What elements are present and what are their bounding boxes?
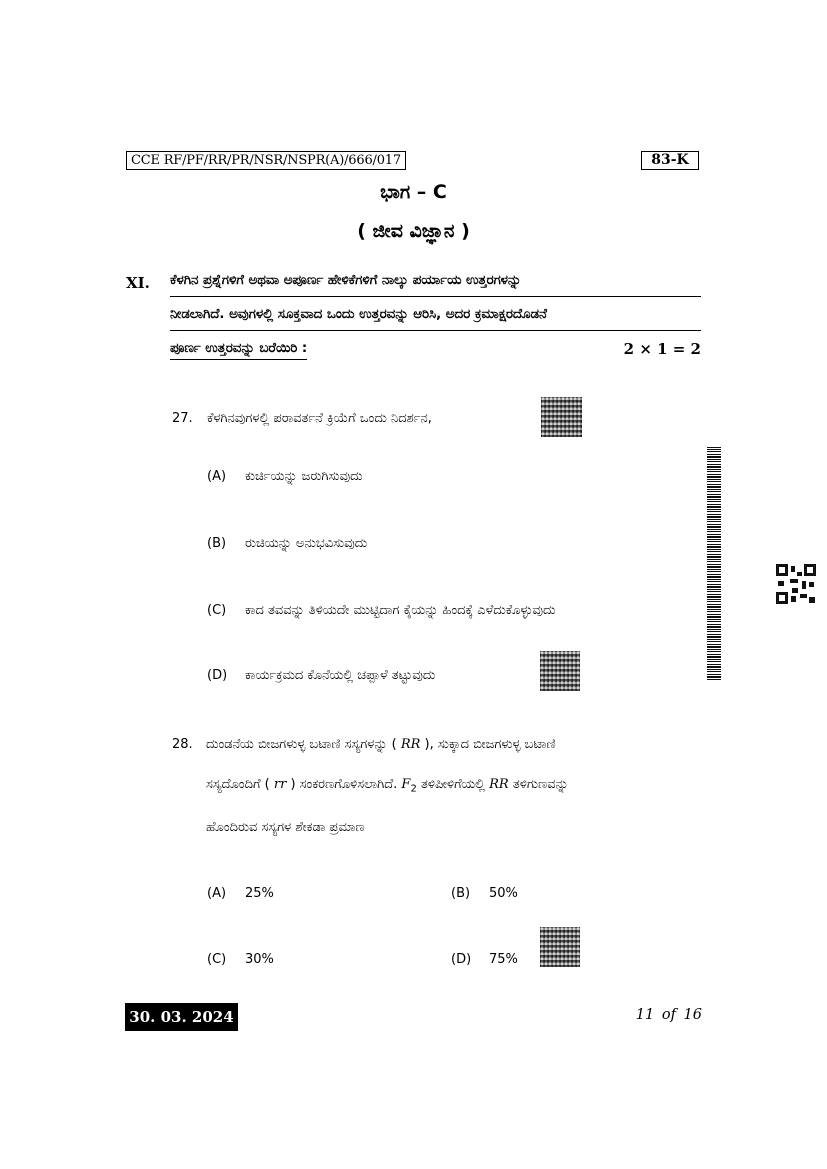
qr-code-icon xyxy=(540,651,580,691)
q28-option-b-text: 50% xyxy=(489,886,518,901)
q28-genotype-rr-recessive: rr xyxy=(273,777,287,792)
barcode-icon xyxy=(707,447,721,680)
section-instruction-line3: ಪೂರ್ಣ ಉತ್ತರವನ್ನು ಬರೆಯಿರಿ : xyxy=(170,341,307,360)
q27-option-b-text: ರುಚಿಯನ್ನು ಅನುಭವಿಸುವುದು xyxy=(245,536,368,551)
q27-option-a-label: (A) xyxy=(207,469,227,484)
section-instruction-line1: ಕೆಳಗಿನ ಪ್ರಶ್ನೆಗಳಿಗೆ ಅಥವಾ ಅಪೂರ್ಣ ಹೇಳಿಕೆಗಳಿಗೆ ನಾಲ್ಕು ಪರ್ಯಾಯ ಉತ್ತರಗಳನ್ನು xyxy=(170,270,701,297)
q27-option-b-label: (B) xyxy=(207,536,227,551)
section-number: XI. xyxy=(126,274,150,292)
q28-generation-subscript: 2 xyxy=(410,783,417,795)
side-qr-code-icon xyxy=(776,564,816,604)
question-28-line2 xyxy=(206,777,569,795)
section-instruction-line3-row xyxy=(170,338,701,364)
q28-generation-f: F xyxy=(401,777,411,792)
q27-option-d-label: (D) xyxy=(207,668,228,683)
question-27-text: ಕೆಳಗಿನವುಗಳಲ್ಲಿ ಪರಾವರ್ತನೆ ಕ್ರಿಯೆಗೆ ಒಂದು ನಿದರ್ಶನ, xyxy=(207,411,432,426)
q28-option-c-label: (C) xyxy=(207,952,227,967)
q28-option-d-label: (D) xyxy=(451,952,472,967)
q28-genotype-rr-target: RR xyxy=(489,777,509,792)
part-title: ಭಾಗ – C xyxy=(380,181,447,203)
question-27-number: 27. xyxy=(172,411,193,426)
q28-option-a-label: (A) xyxy=(207,886,227,901)
q28-option-c-text: 30% xyxy=(245,952,274,967)
question-28-line1 xyxy=(206,737,556,752)
subject-title: ( ಜೀವ ವಿಜ್ಞಾನ ) xyxy=(357,220,470,242)
qr-code-icon xyxy=(540,927,580,967)
q27-option-d-text: ಕಾರ್ಯಕ್ರಮದ ಕೊನೆಯಲ್ಲಿ ಚಪ್ಪಾಳೆ ತಟ್ಟುವುದು xyxy=(245,668,436,683)
section-marks: 2 × 1 = 2 xyxy=(623,340,701,358)
q28-line1-part-b: ), ಸುಕ್ಕಾದ ಬೀಜಗಳುಳ್ಳ ಬಟಾಣಿ xyxy=(424,737,556,752)
qr-code-icon xyxy=(541,397,582,437)
q28-option-d-text: 75% xyxy=(489,952,518,967)
q28-line2-part-b: ) ಸಂಕರಣಗೊಳಿಸಲಾಗಿದೆ. xyxy=(290,777,398,792)
q27-option-c-label: (C) xyxy=(207,603,227,618)
exam-date: 30. 03. 2024 xyxy=(125,1003,238,1031)
question-28-number: 28. xyxy=(172,737,193,752)
page-number: 11 of 16 xyxy=(635,1007,702,1023)
q28-option-a-text: 25% xyxy=(245,886,274,901)
q28-genotype-rr-dominant: RR xyxy=(400,737,421,752)
q28-line2-part-a: ಸಸ್ಯದೊಂದಿಗೆ ( xyxy=(206,777,270,792)
question-28-line3: ಹೊಂದಿರುವ ಸಸ್ಯಗಳ ಶೇಕಡಾ ಪ್ರಮಾಣ xyxy=(206,820,365,835)
paper-code-box: 83-K xyxy=(641,151,699,170)
q28-line2-part-d: ತಳಿಗುಣವನ್ನು xyxy=(512,777,569,792)
section-instruction-line2: ನೀಡಲಾಗಿದೆ. ಅವುಗಳಲ್ಲಿ ಸೂಕ್ತವಾದ ಒಂದು ಉತ್ತರವನ್ನು ಆರಿಸಿ, ಅದರ ಕ್ರಮಾಕ್ಷರದೊಡನೆ xyxy=(170,304,701,331)
q28-line1-part-a: ದುಂಡನೆಯ ಬೀಜಗಳುಳ್ಳ ಬಟಾಣಿ ಸಸ್ಯಗಳನ್ನು ( xyxy=(206,737,397,752)
q27-option-a-text: ಕುರ್ಚಿಯನ್ನು ಜರುಗಿಸುವುದು xyxy=(245,469,363,484)
exam-code-box: CCE RF/PF/RR/PR/NSR/NSPR(A)/666/017 xyxy=(126,151,406,170)
q28-line2-part-c: ತಳಿಪೀಳಿಗೆಯಲ್ಲಿ xyxy=(420,777,485,792)
q27-option-c-text: ಕಾದ ತವವನ್ನು ತಿಳಿಯದೇ ಮುಟ್ಟಿದಾಗ ಕೈಯನ್ನು ಹಿಂದಕ್ಕೆ ಎಳೆದುಕೊಳ್ಳುವುದು xyxy=(245,603,556,618)
q28-option-b-label: (B) xyxy=(451,886,471,901)
